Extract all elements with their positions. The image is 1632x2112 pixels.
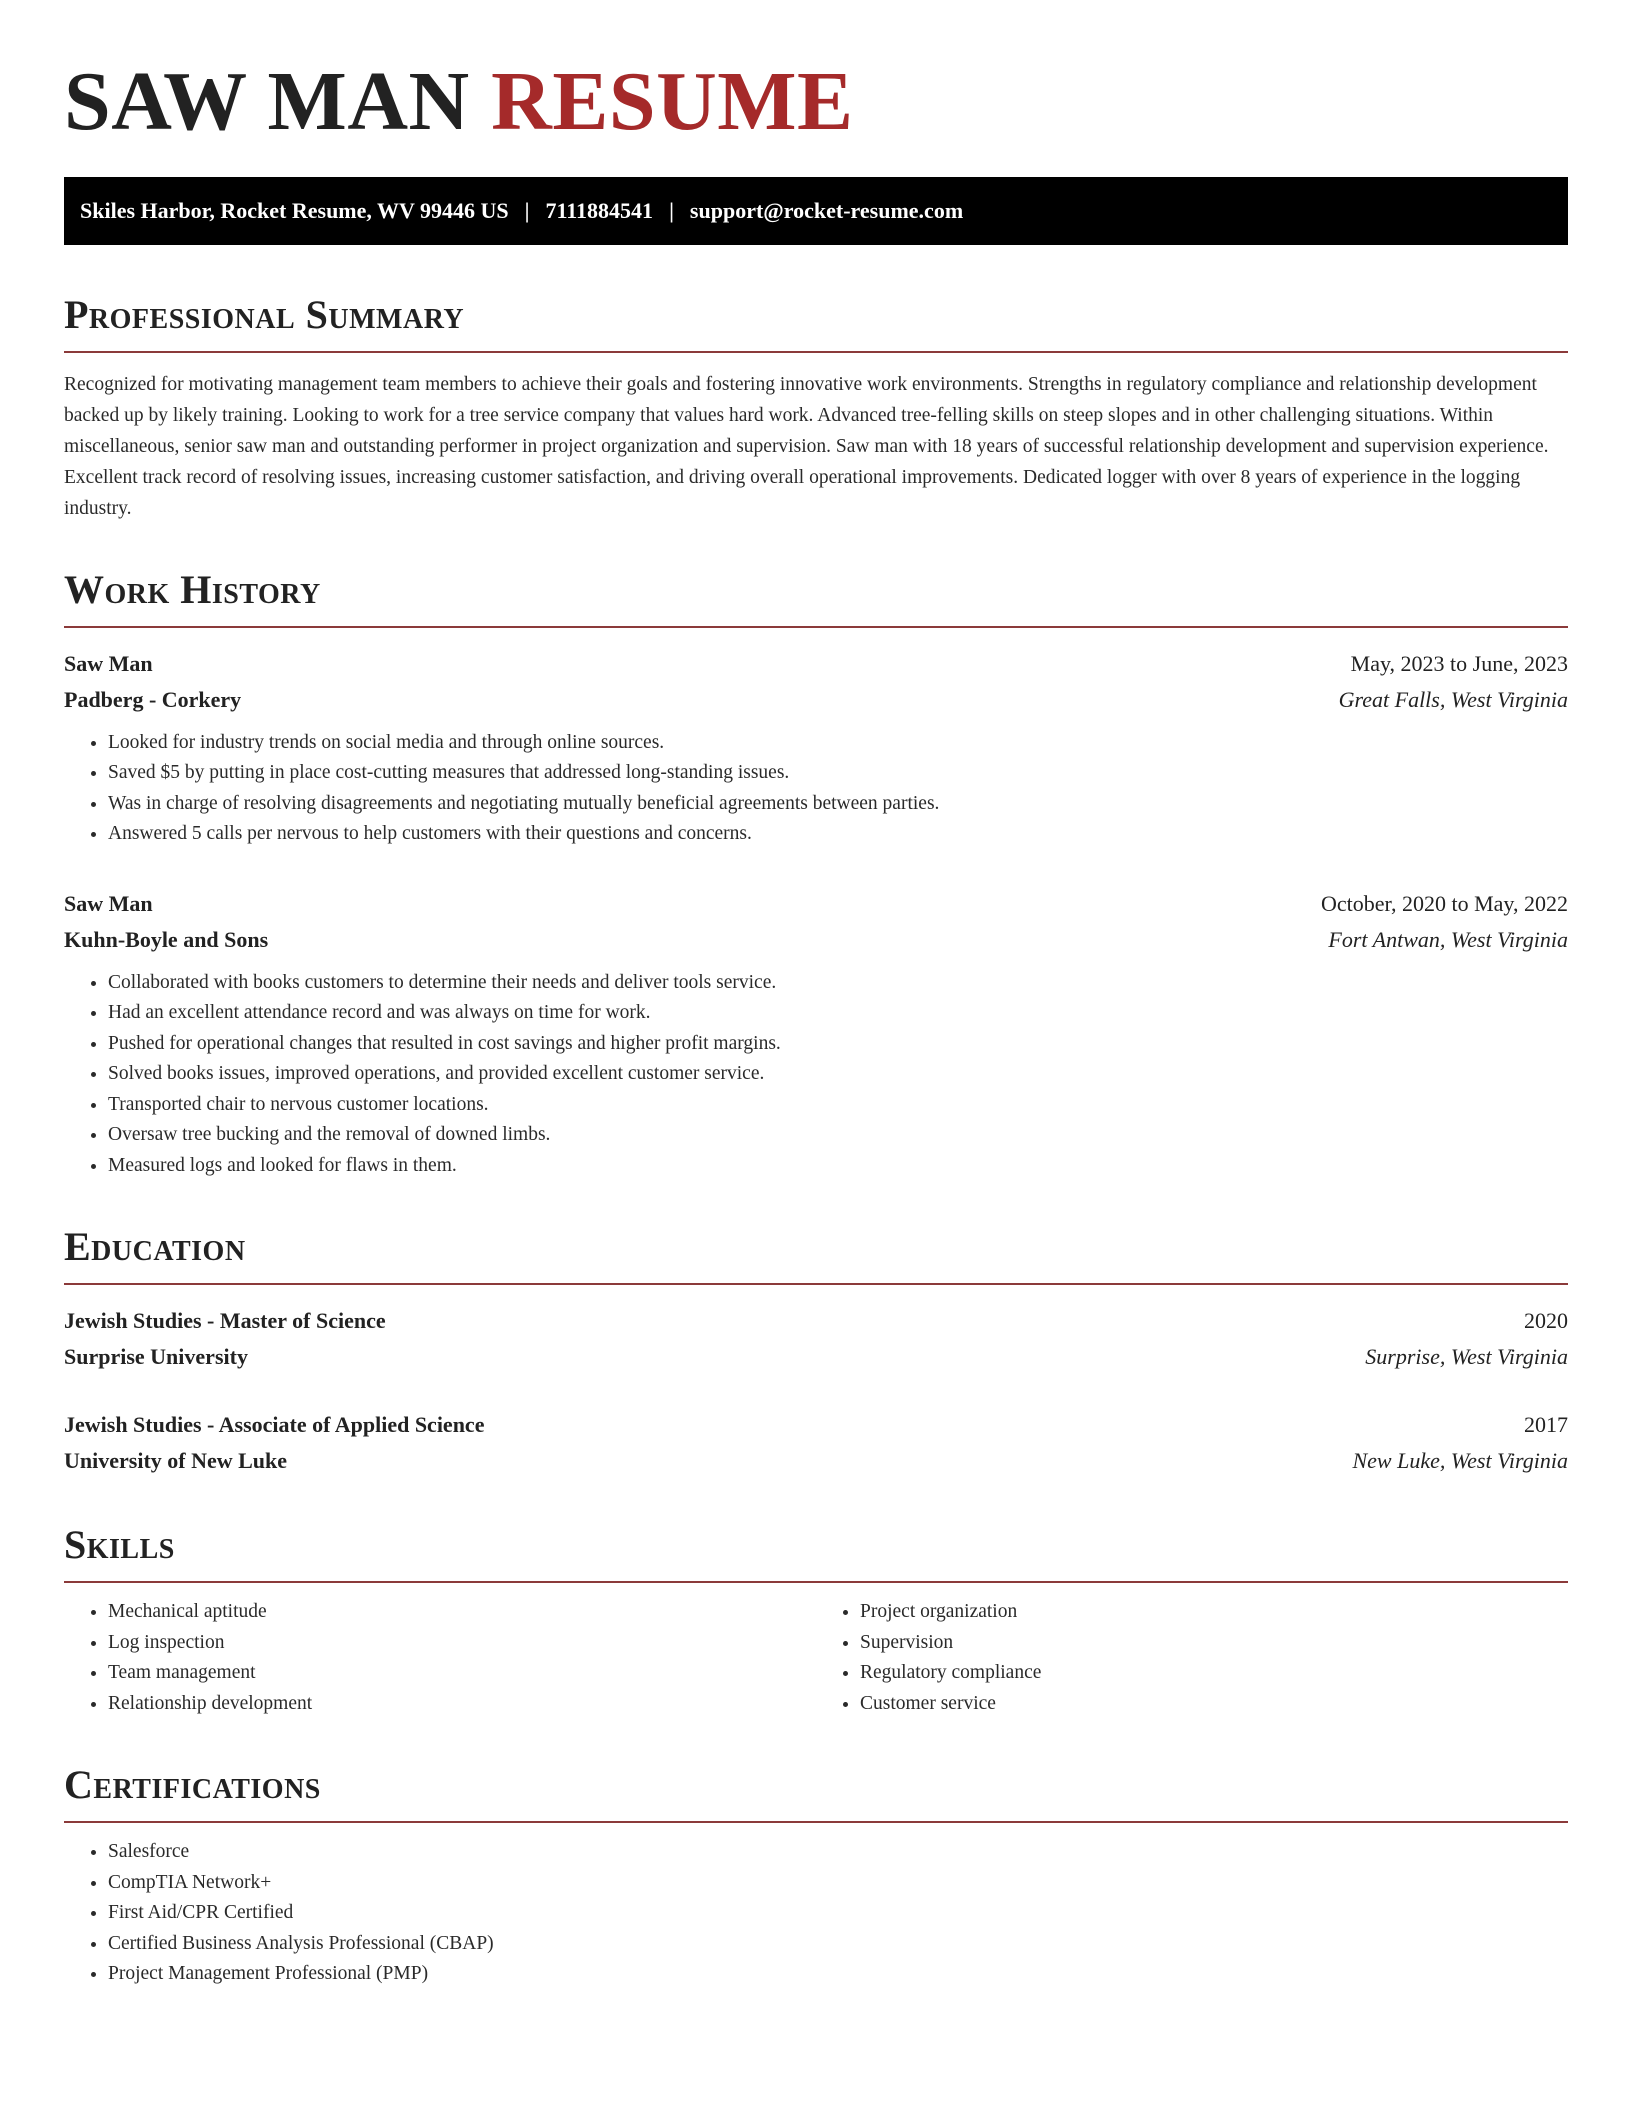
section-title-education: Education — [64, 1225, 1568, 1285]
job-bullet: • Was in charge of resolving disagreements and negotiating mutually beneficial agreements between parties. — [108, 789, 1568, 820]
skill-item: • Log inspection — [108, 1628, 816, 1659]
contact-bar — [64, 177, 1568, 245]
job-entry — [64, 886, 1568, 1182]
contact-separator: | — [669, 197, 674, 223]
job-location: Great Falls, West Virginia — [1338, 686, 1568, 712]
resume-title — [64, 52, 1568, 153]
skills-column-left — [64, 1597, 816, 1719]
job-bullet: • Saved $5 by putting in place cost-cutting measures that addressed long-standing issues. — [108, 758, 1568, 789]
skill-item: • Project organization — [860, 1597, 1568, 1628]
education-degree-row — [64, 1407, 1568, 1443]
job-bullet: • Measured logs and looked for flaws in them. — [108, 1151, 1568, 1182]
name-first: SAW MAN — [64, 55, 470, 148]
job-location: Fort Antwan, West Virginia — [1328, 926, 1568, 952]
certifications-list — [64, 1837, 1568, 1990]
job-company: Padberg - Corkery — [64, 686, 242, 712]
education-year: 2020 — [1524, 1308, 1568, 1334]
education-location: New Luke, West Virginia — [1352, 1448, 1568, 1474]
section-title-certifications: Certifications — [64, 1763, 1568, 1823]
certification-item: • CompTIA Network+ — [108, 1868, 1568, 1899]
job-position: Saw Man — [64, 650, 153, 676]
contact-email: support@rocket-resume.com — [689, 197, 964, 223]
job-bullets — [64, 968, 1568, 1182]
section-title-skills: Skills — [64, 1523, 1568, 1583]
certification-item: • Salesforce — [108, 1837, 1568, 1868]
section-title-work-history: Work History — [64, 568, 1568, 628]
job-dates: May, 2023 to June, 2023 — [1350, 650, 1568, 676]
job-bullet: • Looked for industry trends on social media and through online sources. — [108, 728, 1568, 759]
job-entry — [64, 646, 1568, 850]
education-entry — [64, 1303, 1568, 1375]
education-school: University of New Luke — [64, 1448, 288, 1474]
education-school: Surprise University — [64, 1344, 248, 1370]
job-bullet: • Answered 5 calls per nervous to help customers with their questions and concerns. — [108, 819, 1568, 850]
skill-item: • Team management — [108, 1658, 816, 1689]
education-degree: Jewish Studies - Master of Science — [64, 1308, 386, 1334]
job-bullet: • Pushed for operational changes that resulted in cost savings and higher profit margins. — [108, 1029, 1568, 1060]
certification-item: • First Aid/CPR Certified — [108, 1898, 1568, 1929]
education-degree: Jewish Studies - Associate of Applied Science — [64, 1412, 485, 1438]
certification-item: • Certified Business Analysis Professional (CBAP) — [108, 1929, 1568, 1960]
job-header-row — [64, 886, 1568, 922]
section-title-summary: Professional Summary — [64, 293, 1568, 353]
skill-item: • Supervision — [860, 1628, 1568, 1659]
job-company: Kuhn-Boyle and Sons — [64, 926, 269, 952]
skill-item: • Regulatory compliance — [860, 1658, 1568, 1689]
job-bullet: • Solved books issues, improved operations, and provided excellent customer service. — [108, 1059, 1568, 1090]
job-bullet: • Oversaw tree bucking and the removal of downed limbs. — [108, 1120, 1568, 1151]
job-bullets — [64, 728, 1568, 850]
job-company-row — [64, 682, 1568, 718]
education-school-row — [64, 1443, 1568, 1479]
education-location: Surprise, West Virginia — [1365, 1344, 1568, 1370]
contact-address: Skiles Harbor, Rocket Resume, WV 99446 US — [80, 197, 509, 223]
contact-separator: | — [524, 197, 530, 223]
job-header-row — [64, 646, 1568, 682]
job-bullet: • Had an excellent attendance record and was always on time for work. — [108, 998, 1568, 1029]
education-entry — [64, 1407, 1568, 1479]
skills-column-right — [816, 1597, 1568, 1719]
job-dates: October, 2020 to May, 2022 — [1321, 890, 1568, 916]
job-company-row — [64, 922, 1568, 958]
skill-item: • Mechanical aptitude — [108, 1597, 816, 1628]
job-position: Saw Man — [64, 890, 153, 916]
contact-phone: 7111884541 — [545, 197, 654, 223]
job-bullet: • Transported chair to nervous customer locations. — [108, 1090, 1568, 1121]
certification-item: • Project Management Professional (PMP) — [108, 1959, 1568, 1990]
education-degree-row — [64, 1303, 1568, 1339]
job-bullet: • Collaborated with books customers to determine their needs and deliver tools service. — [108, 968, 1568, 999]
skills-grid — [64, 1597, 1568, 1719]
skill-item: • Relationship development — [108, 1689, 816, 1720]
name-second: RESUME — [491, 55, 854, 148]
education-year: 2017 — [1524, 1412, 1568, 1438]
summary-text: Recognized for motivating management team members to achieve their goals and fostering innovative work environments. Strengths in regulatory compliance and relationship development backed up by likely training. Looking to work for a tree service company that values hard work. Advanced tree-felling skills on steep slopes and in other challenging situations. Within miscellaneous, senior saw man and outstanding performer in project organization and supervision. Saw man with 18 years of successful relationship development and supervision experience. Excellent track record of resolving issues, increasing customer satisfaction, and driving overall operational improvements. Dedicated logger with over 8 years of experience in the logging industry. — [64, 373, 1549, 519]
education-school-row — [64, 1339, 1568, 1375]
skill-item: • Customer service — [860, 1689, 1568, 1720]
